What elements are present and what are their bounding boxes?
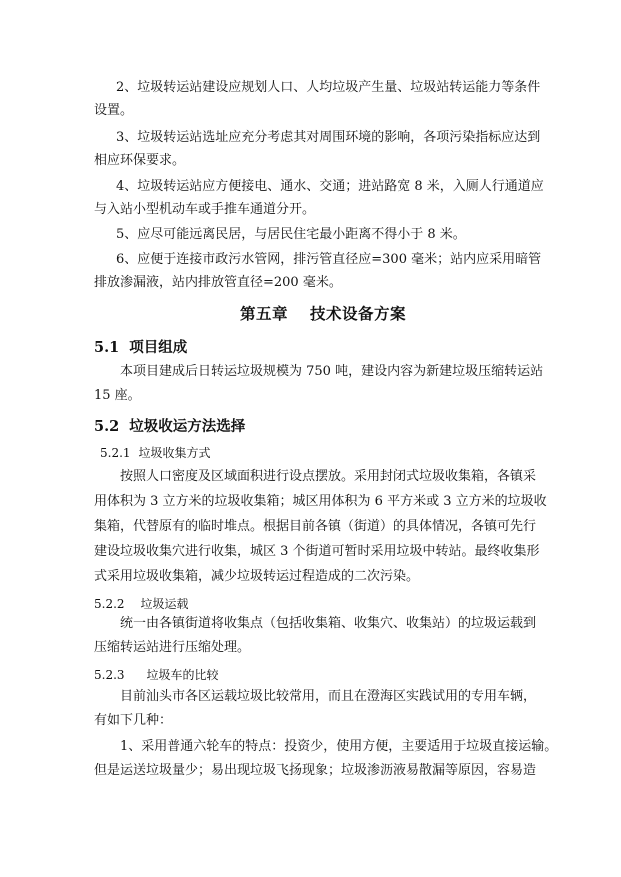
section-5-2-1-line-1: 按照人口密度及区域面积进行设点摆放。采用封闭式垃圾收集箱，各镇采 (120, 469, 537, 484)
section-5-2-3-line-1: 目前汕头市各区运载垃圾比较常用，而且在澄海区实践试用的专用车辆， (120, 689, 537, 704)
section-5-2-2-number: 5.2.2 (94, 597, 125, 611)
section-5-2-number: 5.2 (94, 418, 120, 435)
section-5-2-2-line-1: 统一由各镇街道将收集点（包括收集箱、收集穴、收集站）的垃圾运载到 (120, 616, 537, 631)
item-5-line-1: 5、应尽可能远离民居，与居民住宅最小距离不得小于 8 米。 (116, 227, 466, 242)
item-3-line-1: 3、垃圾转运站选址应充分考虑其对周围环境的影响，各项污染指标应达到 (116, 130, 541, 145)
section-5-2-1-title: 垃圾收集方式 (138, 446, 211, 460)
section-5-2-3-line-3: 1、采用普通六轮车的特点：投资少，使用方便，主要适用于垃圾直接运输。 (120, 739, 558, 754)
section-5-2-title: 垃圾收运方法选择 (129, 418, 246, 435)
section-5-1-para-line-2: 15 座。 (94, 388, 141, 403)
section-5-2-2-title: 垃圾运载 (140, 597, 189, 611)
section-5-2-2-heading (94, 595, 189, 612)
section-5-2-1-line-5: 式采用垃圾收集箱，减少垃圾转运过程造成的二次污染。 (94, 569, 420, 584)
section-5-2-3-line-2: 有如下几种： (94, 713, 173, 728)
chapter-number: 第五章 (240, 304, 289, 323)
section-5-2-2-line-2: 压缩转运站进行压缩处理。 (94, 640, 251, 655)
item-3-line-2: 相应环保要求。 (94, 153, 186, 168)
section-5-1-heading (94, 336, 187, 357)
section-5-2-1-line-3: 集箱，代替原有的临时堆点。根据目前各镇（街道）的具体情况，各镇可先行 (94, 519, 537, 534)
chapter-title: 技术设备方案 (310, 304, 407, 323)
item-4-line-2: 与入站小型机动车或手推车通道分开。 (94, 202, 316, 217)
section-5-2-1-line-2: 用体积为 3 立方米的垃圾收集箱；城区用体积为 6 平方米或 3 立方米的垃圾收 (94, 494, 547, 509)
item-6-line-1: 6、应便于连接市政污水管网，排污管直径应=300 毫米；站内应采用暗管 (116, 252, 542, 267)
section-5-2-1-heading (100, 444, 211, 461)
item-4-line-1: 4、垃圾转运站应方便接电、通水、交通；进站路宽 8 米，入厕人行通道应 (116, 179, 544, 194)
section-5-2-3-title: 垃圾车的比较 (146, 668, 219, 682)
section-5-2-heading (94, 415, 245, 436)
item-2-line-1: 2、垃圾转运站建设应规划人口、人均垃圾产生量、垃圾站转运能力等条件 (116, 80, 541, 95)
section-5-2-3-number: 5.2.3 (94, 668, 125, 682)
item-2-line-2: 设置。 (94, 103, 134, 118)
item-6-line-2: 排放渗漏液，站内排放管直径=200 毫米。 (94, 275, 342, 290)
section-5-2-3-heading (94, 666, 219, 683)
section-5-2-3-line-4: 但是运送垃圾量少；易出现垃圾飞扬现象；垃圾渗沥液易散漏等原因，容易造 (94, 763, 537, 778)
section-5-2-1-line-4: 建设垃圾收集穴进行收集，城区 3 个街道可暂时采用垃圾中转站。最终收集形 (94, 544, 540, 559)
section-5-1-number: 5.1 (94, 339, 120, 356)
chapter-heading (240, 302, 406, 324)
section-5-1-para-line-1: 本项目建成后日转运垃圾规模为 750 吨，建设内容为新建垃圾压缩转运站 (120, 364, 544, 379)
section-5-2-1-number: 5.2.1 (100, 446, 131, 460)
section-5-1-title: 项目组成 (129, 339, 188, 356)
